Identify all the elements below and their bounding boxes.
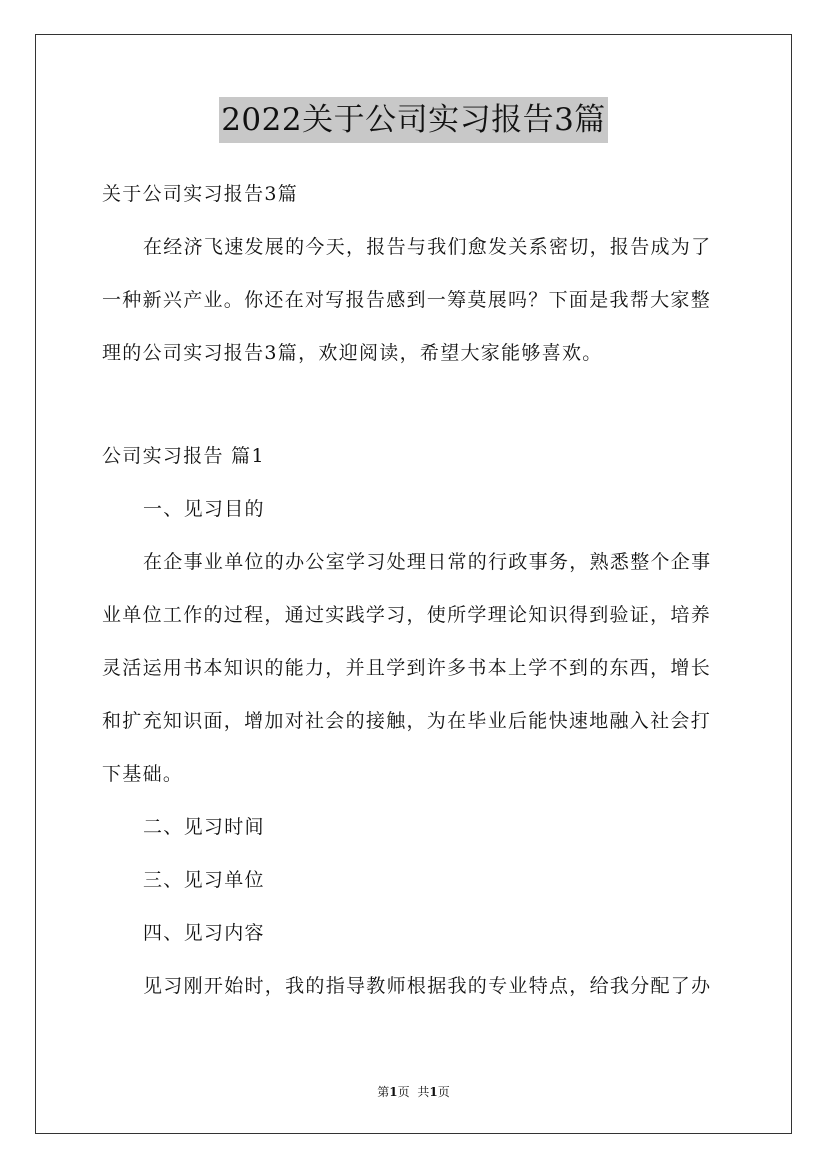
item-heading-content: 四、见习内容 — [143, 922, 265, 944]
intro-line-3: 理的公司实习报告3篇，欢迎阅读，希望大家能够喜欢。 — [102, 342, 603, 364]
purpose-line-2: 业单位工作的过程，通过实践学习，使所学理论知识得到验证，培养 — [102, 604, 712, 626]
page-footer — [0, 1083, 827, 1100]
item-heading-unit: 三、见习单位 — [143, 869, 265, 891]
footer-total-suffix: 页 — [437, 1085, 450, 1099]
section-heading: 公司实习报告 篇1 — [102, 445, 265, 467]
item-heading-purpose: 一、见习目的 — [143, 498, 265, 520]
item-heading-time: 二、见习时间 — [143, 816, 265, 838]
footer-total-prefix: 共 — [417, 1085, 430, 1099]
intro-line-1: 在经济飞速发展的今天，报告与我们愈发关系密切，报告成为了 — [143, 236, 712, 258]
footer-page-prefix: 第 — [377, 1085, 390, 1099]
paragraph-gap — [102, 380, 727, 430]
footer-total-number: 1 — [429, 1085, 438, 1099]
document-body — [102, 168, 727, 1013]
purpose-line-1: 在企事业单位的办公室学习处理日常的行政事务，熟悉整个企事 — [143, 551, 712, 573]
document-title: 2022关于公司实习报告3篇 — [219, 97, 608, 143]
purpose-line-4: 和扩充知识面，增加对社会的接触，为在毕业后能快速地融入社会打 — [102, 710, 712, 732]
footer-page-suffix: 页 — [397, 1085, 410, 1099]
title-container — [0, 97, 827, 143]
purpose-line-3: 灵活运用书本知识的能力，并且学到许多书本上学不到的东西，增长 — [102, 657, 712, 679]
content-line-1: 见习刚开始时，我的指导教师根据我的专业特点，给我分配了办 — [143, 975, 712, 997]
intro-line-2: 一种新兴产业。你还在对写报告感到一筹莫展吗？下面是我帮大家整 — [102, 289, 712, 311]
purpose-line-5: 下基础。 — [102, 763, 184, 785]
subtitle: 关于公司实习报告3篇 — [102, 183, 299, 205]
footer-page-number: 1 — [389, 1085, 398, 1099]
